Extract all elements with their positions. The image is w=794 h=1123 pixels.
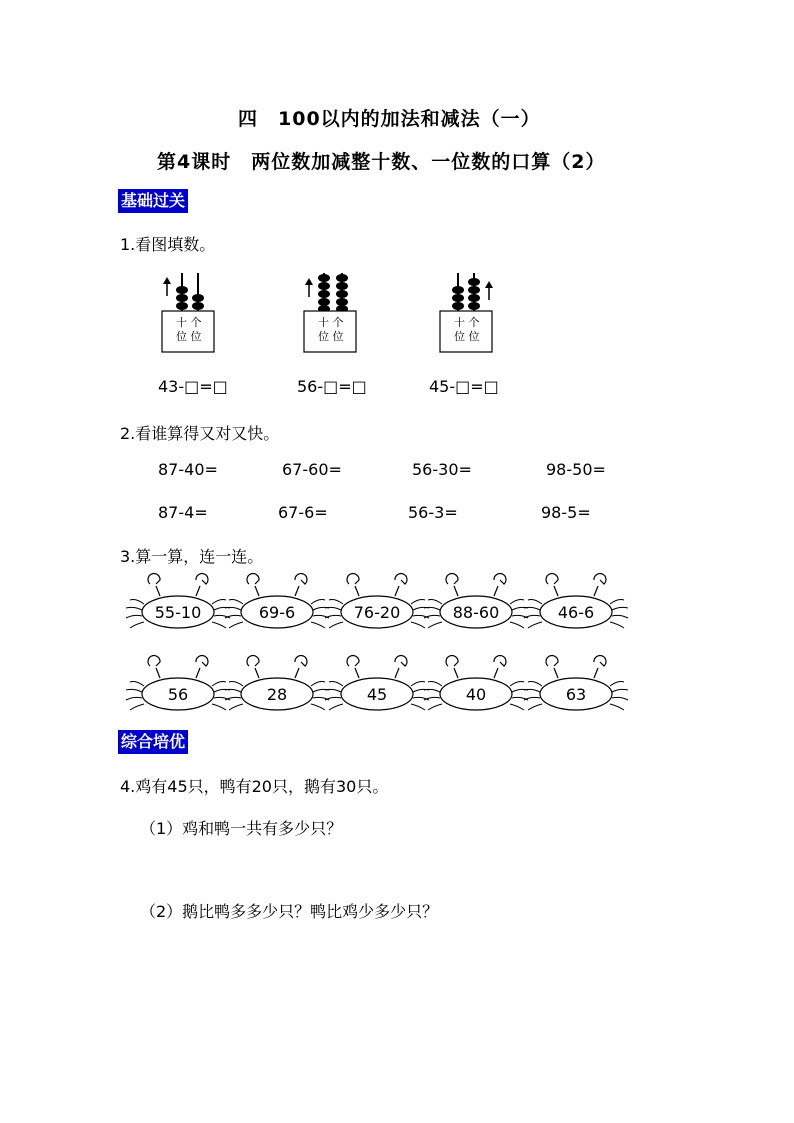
crab-top-1[interactable] xyxy=(126,574,230,628)
calc-2-4: 98-5= xyxy=(541,503,591,522)
crab-top-label-5: 46-6 xyxy=(557,603,595,622)
calc-1-3: 56-30= xyxy=(412,460,472,479)
crab-top-2[interactable] xyxy=(225,574,329,628)
crab-bottom-2[interactable] xyxy=(225,656,329,710)
calc-2-1: 87-4= xyxy=(158,503,208,522)
label-tens: 十 xyxy=(318,316,329,329)
label-pos: 位 xyxy=(318,330,329,343)
calc-1-1: 87-40= xyxy=(158,460,218,479)
crab-top-label-2: 69-6 xyxy=(258,603,296,622)
crab-bottom-4[interactable] xyxy=(424,656,528,710)
crab-bottom-label-1: 56 xyxy=(167,685,189,704)
crabs-area xyxy=(0,570,794,720)
label-tens: 十 xyxy=(454,316,465,329)
calc-2-2: 67-6= xyxy=(278,503,328,522)
question-1-prompt: 1.看图填数。 xyxy=(120,235,216,254)
label-ones: 个 xyxy=(332,316,344,329)
crab-bottom-1[interactable] xyxy=(126,656,230,710)
unit-title: 四 100以内的加法和减法（一） xyxy=(238,108,541,130)
label-pos: 位 xyxy=(176,330,187,343)
crab-bottom-label-2: 28 xyxy=(266,685,288,704)
crab-top-3[interactable] xyxy=(325,574,429,628)
label-pos: 位 xyxy=(332,330,344,343)
abacus-equation-1: 43-□=□ xyxy=(158,377,228,396)
crab-bottom-label-3: 45 xyxy=(366,685,388,704)
crab-bottom-3[interactable] xyxy=(325,656,429,710)
abacus-2-labels xyxy=(318,316,344,344)
abacus-equation-2: 56-□=□ xyxy=(297,377,367,396)
label-pos: 位 xyxy=(468,330,480,343)
crab-top-label-4: 88-60 xyxy=(452,603,500,622)
crab-top-label-1: 55-10 xyxy=(154,603,202,622)
up-arrow-icon xyxy=(163,277,171,284)
section-badge-advanced: 综合培优 xyxy=(118,730,188,754)
crab-bottom-label-4: 40 xyxy=(465,685,487,704)
up-arrow-icon xyxy=(305,278,313,285)
label-tens: 十 xyxy=(176,316,187,329)
abacus-1-labels xyxy=(176,316,202,344)
calc-1-2: 67-60= xyxy=(282,460,342,479)
lesson-title: 第4课时 两位数加减整十数、一位数的口算（2） xyxy=(157,151,606,173)
calc-2-3: 56-3= xyxy=(408,503,458,522)
question-4-sub-2: （2）鹅比鸭多多少只？鸭比鸡少多少只？ xyxy=(140,902,439,921)
question-3-prompt: 3.算一算，连一连。 xyxy=(120,547,264,566)
question-2-prompt: 2.看谁算得又对又快。 xyxy=(120,424,280,443)
label-pos: 位 xyxy=(190,330,202,343)
crab-top-5[interactable] xyxy=(524,574,628,628)
crab-bottom-label-5: 63 xyxy=(565,685,587,704)
section-badge-basic: 基础过关 xyxy=(118,189,188,213)
calc-1-4: 98-50= xyxy=(546,460,606,479)
crab-top-4[interactable] xyxy=(424,574,528,628)
question-4-sub-1: （1）鸡和鸭一共有多少只？ xyxy=(140,819,343,838)
label-ones: 个 xyxy=(190,316,202,329)
abacus-3-labels xyxy=(454,316,480,344)
question-4-prompt: 4.鸡有45只，鸭有20只，鹅有30只。 xyxy=(120,777,389,796)
label-pos: 位 xyxy=(454,330,465,343)
label-ones: 个 xyxy=(468,316,480,329)
crab-top-label-3: 76-20 xyxy=(353,603,401,622)
abacus-equation-3: 45-□=□ xyxy=(429,377,499,396)
abacus-drawings xyxy=(0,0,794,400)
up-arrow-icon xyxy=(485,281,493,288)
crab-bottom-5[interactable] xyxy=(524,656,628,710)
